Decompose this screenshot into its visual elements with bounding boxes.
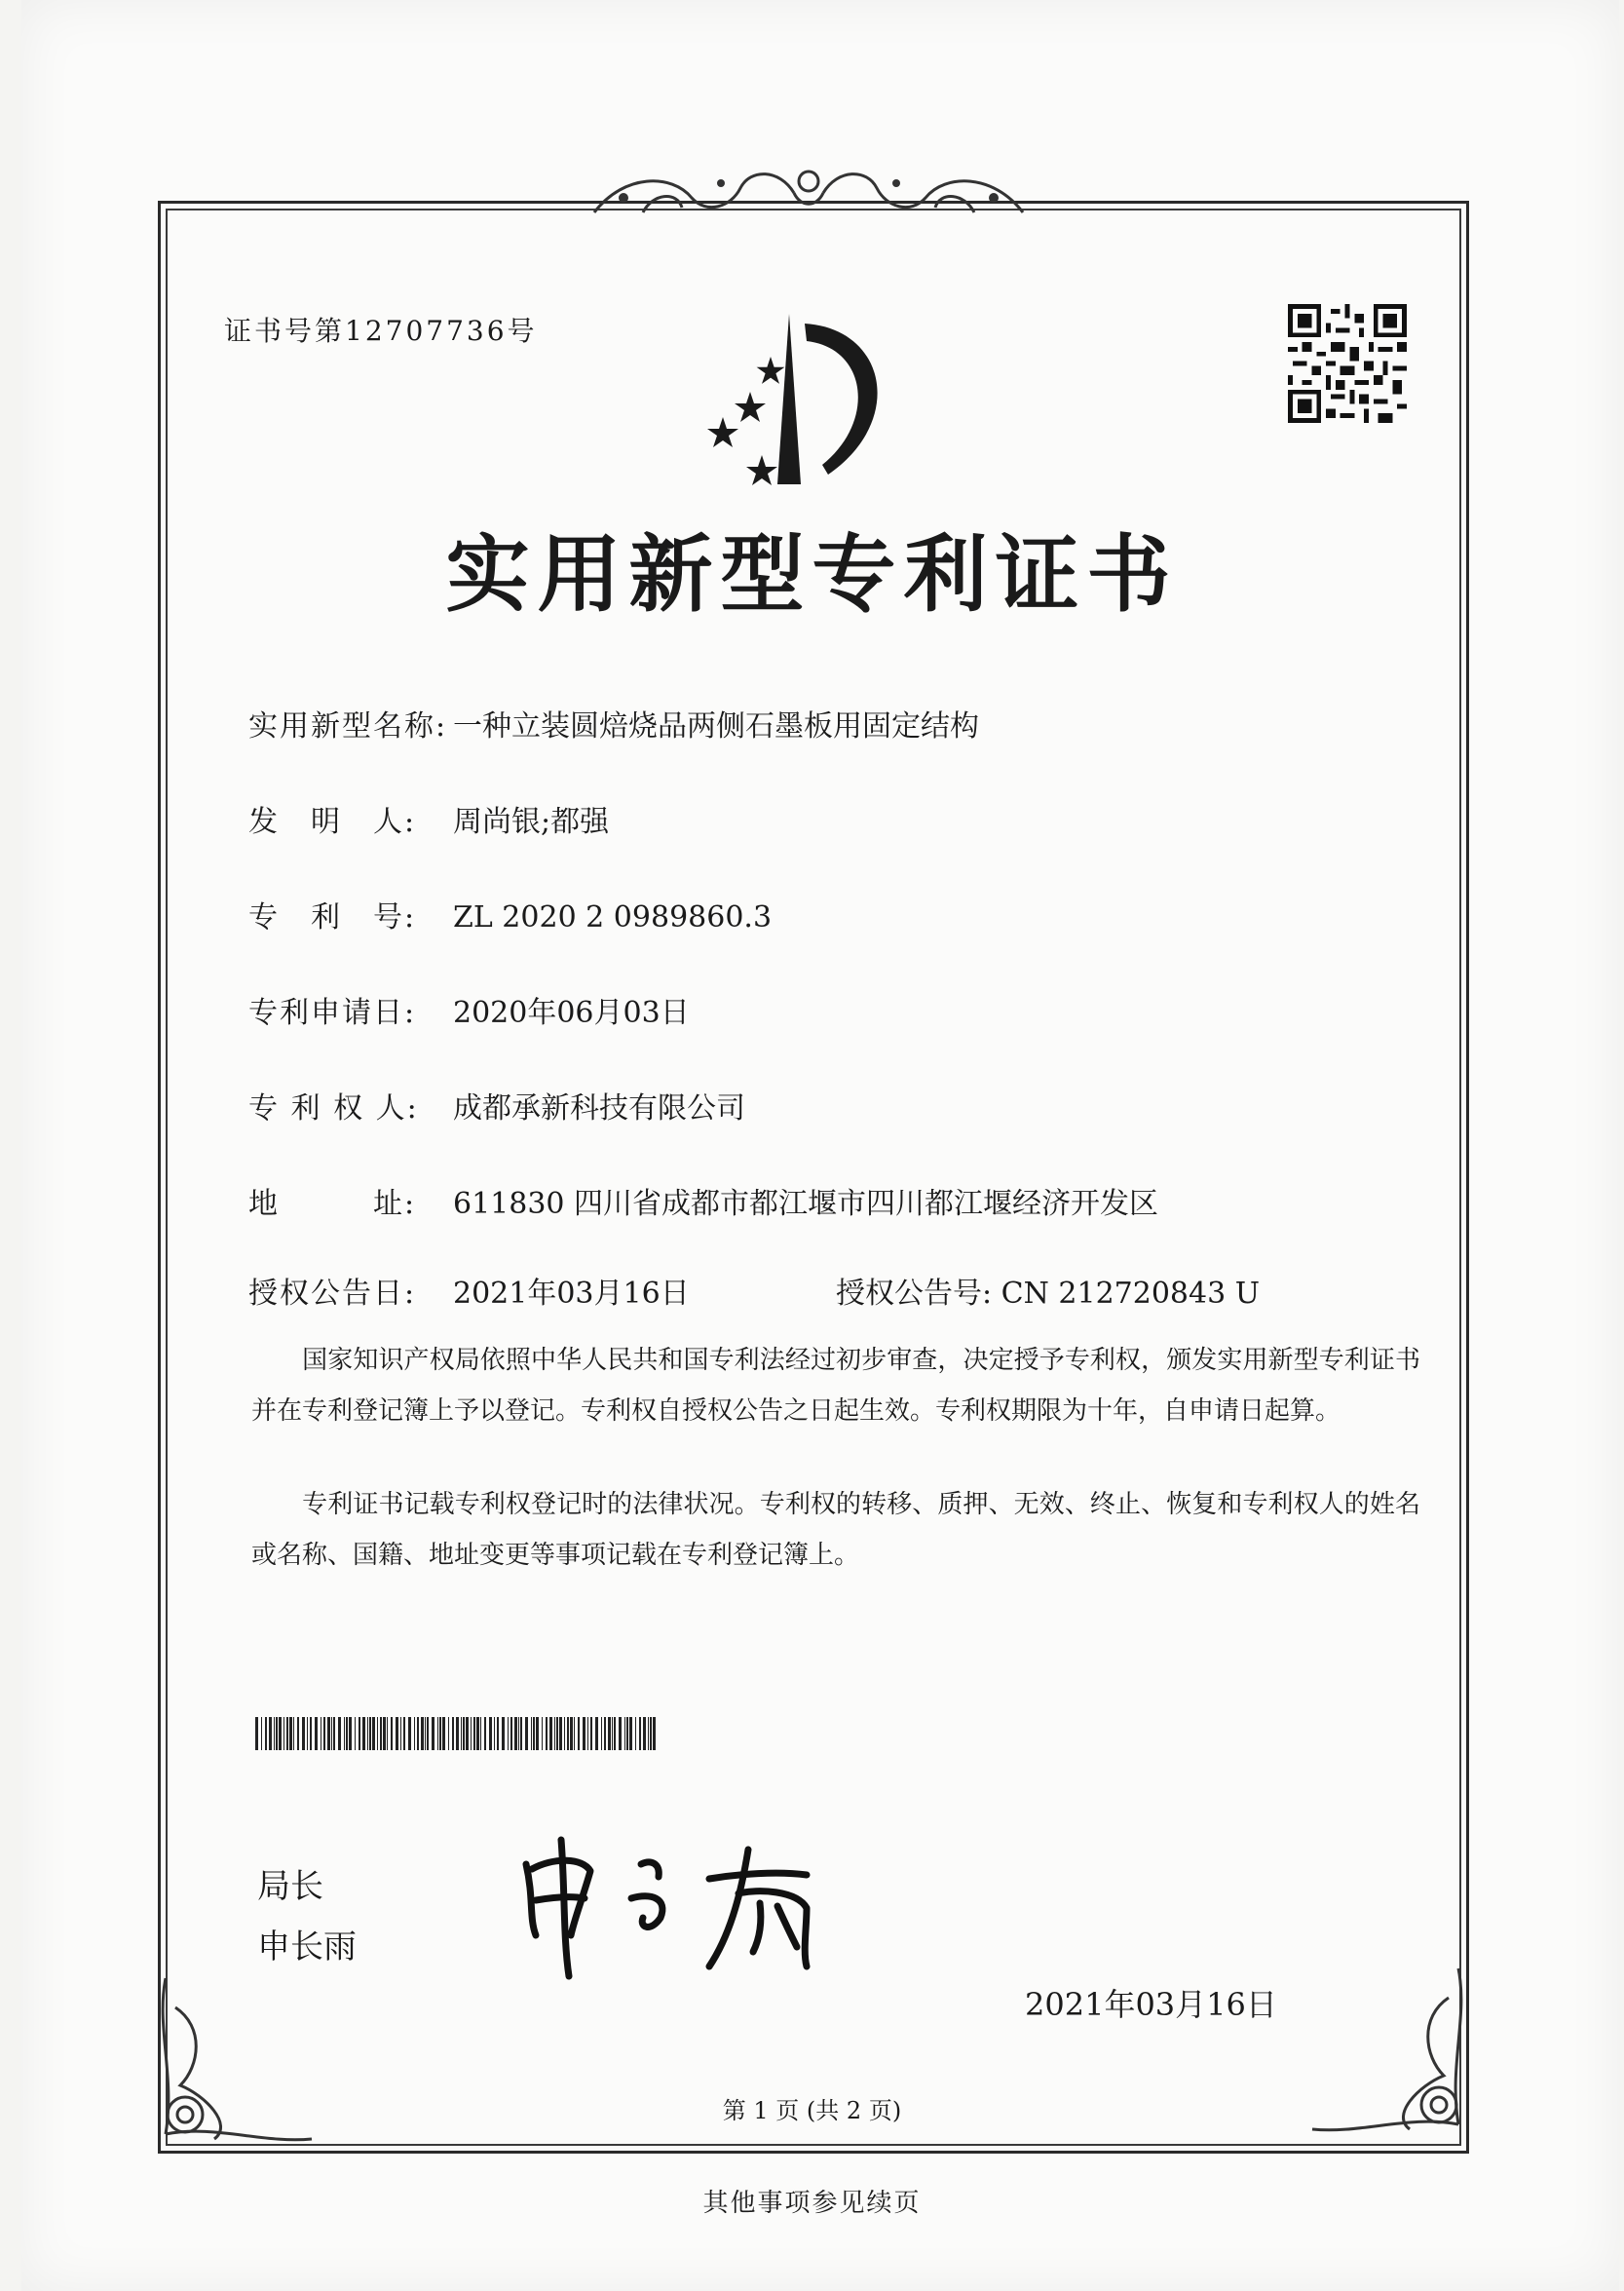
field-label: 发 明 人: [248, 805, 417, 839]
field-utility-model-name [248, 702, 979, 745]
field-label: 专 利 号: [248, 900, 417, 935]
field-value: 成都承新科技有限公司 [453, 1091, 745, 1126]
continuation-note: 其他事项参见续页 [702, 2189, 922, 2218]
cnipa-emblem-icon [692, 304, 925, 499]
field-label: 授权公告日: [248, 1277, 417, 1311]
barcode-icon [255, 1717, 657, 1750]
grant-publication-number [836, 1269, 1260, 1312]
field-value: CN 212720843 U [1001, 1277, 1260, 1311]
certificate-paragraph-2: 专利证书记载专利权登记时的法律状况。专利权的转移、质押、无效、终止、恢复和专利权人的姓名或名称、国籍、地址变更等事项记载在专利登记簿上。 [251, 1490, 1420, 1570]
qr-code-icon [1288, 304, 1407, 423]
field-grant-publication-date [248, 1269, 690, 1312]
director-title: 局长 [257, 1867, 323, 1906]
certificate-number: 证书号第12707736号 [224, 315, 538, 347]
field-value: 2021年03月16日 [453, 1277, 690, 1311]
director-name: 申长雨 [257, 1928, 357, 1966]
certificate-title: 实用新型专利证书 [445, 525, 1179, 624]
field-value: ZL 2020 2 0989860.3 [453, 900, 773, 935]
bottom-left-ornament [146, 1968, 321, 2163]
page-number: 第 1 页 (共 2 页) [722, 2097, 902, 2124]
director-block [257, 1856, 357, 1977]
field-value: 611830 四川省成都市都江堰市四川都江堰经济开发区 [453, 1187, 1159, 1221]
field-label: 授权公告号: [836, 1277, 993, 1311]
field-inventor [248, 797, 609, 840]
field-label: 专 利 权 人: [248, 1091, 419, 1126]
field-patent-number [248, 893, 772, 935]
field-value: 2020年06月03日 [453, 996, 690, 1030]
signing-date: 2021年03月16日 [1025, 1986, 1277, 2023]
field-value: 一种立装圆焙烧品两侧石墨板用固定结构 [453, 709, 979, 744]
field-patentee [248, 1084, 745, 1126]
field-application-date [248, 988, 690, 1031]
certificate-paragraph-1: 国家知识产权局依照中华人民共和国专利法经过初步审查，决定授予专利权，颁发实用新型专利证书并在专利登记簿上予以登记。专利权自授权公告之日起生效。专利权期限为十年，自申请日起算。 [251, 1346, 1420, 1426]
director-signature [514, 1820, 846, 1986]
field-value: 周尚银;都强 [453, 805, 610, 839]
field-address [248, 1179, 1158, 1222]
field-label: 专利申请日: [248, 996, 417, 1030]
top-ornament [585, 154, 1033, 232]
field-label: 地 址: [248, 1187, 417, 1221]
field-label: 实用新型名称: [248, 709, 448, 744]
